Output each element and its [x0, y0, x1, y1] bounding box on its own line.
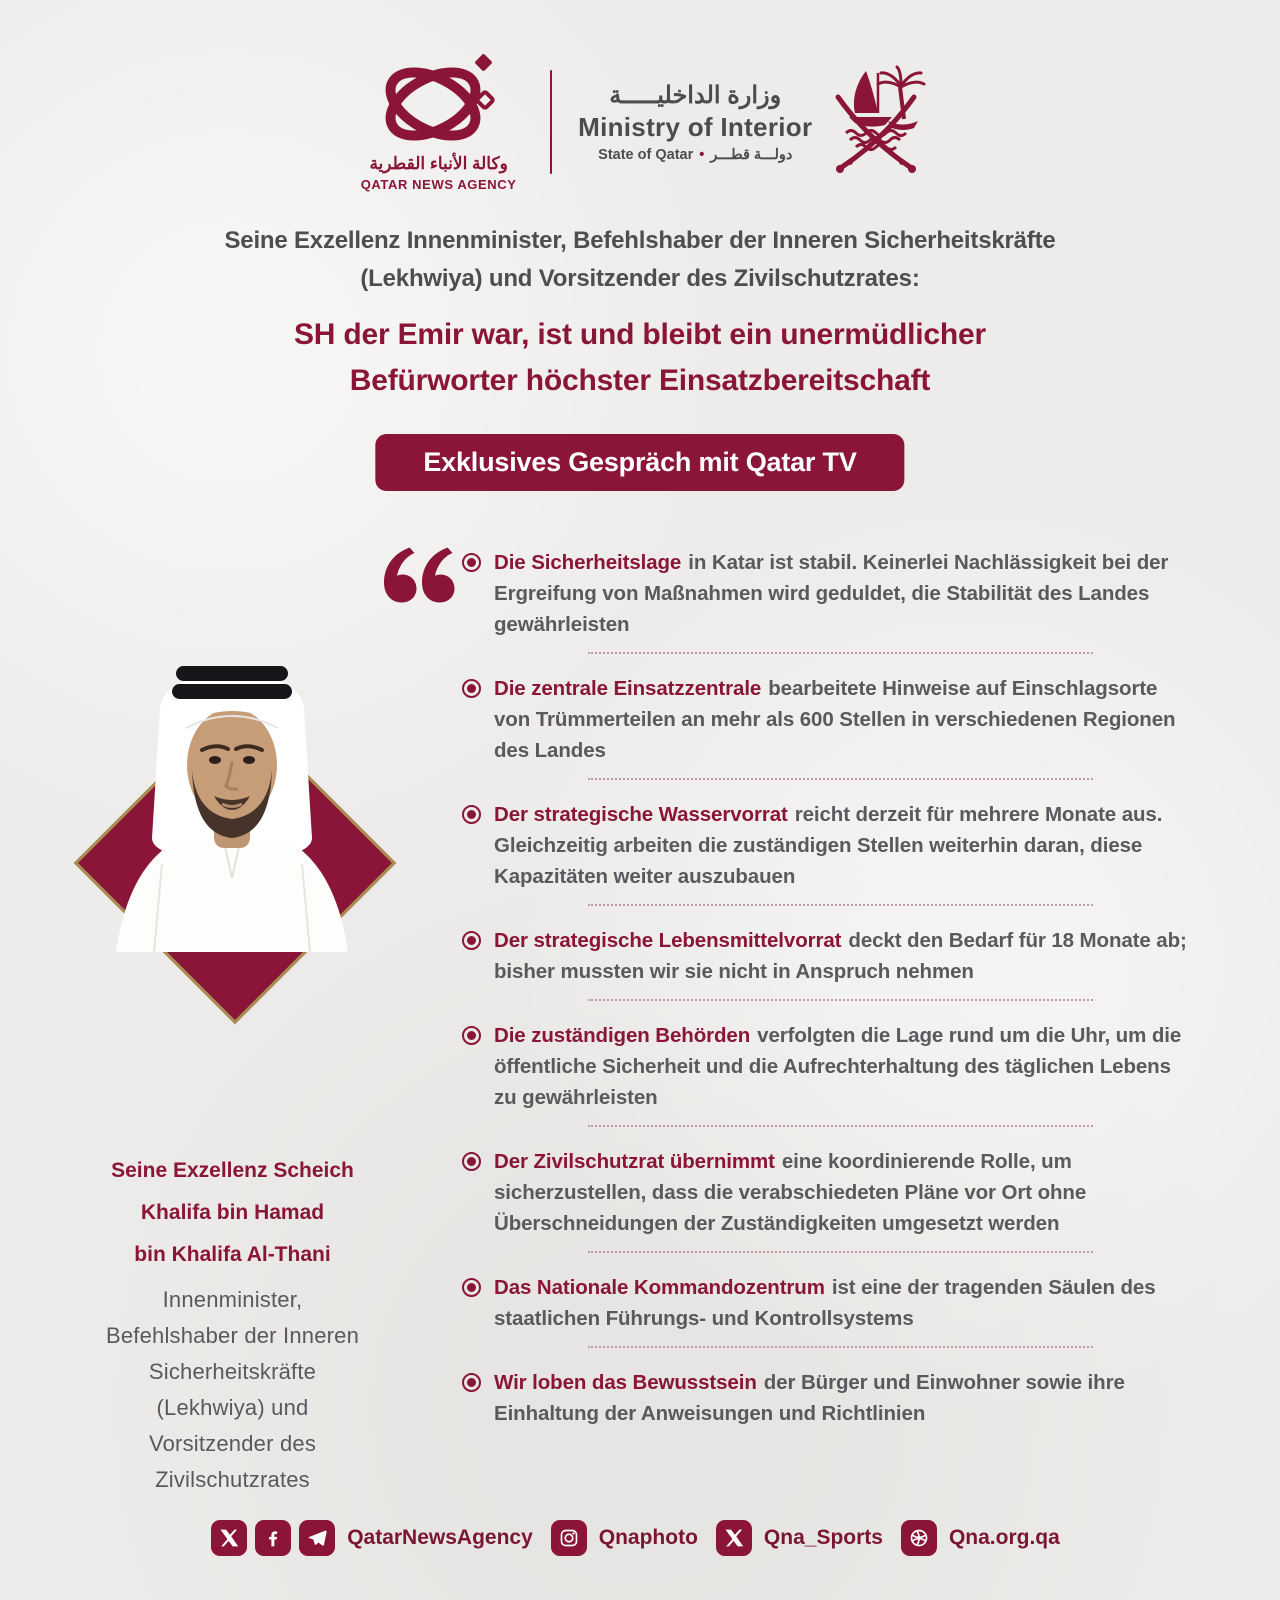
page-title: [0, 312, 1280, 404]
qna-logo: [354, 52, 524, 192]
quote-lead: Der strategische Lebensmittelvorrat: [494, 929, 842, 952]
person-title-line: Befehlshaber der Inneren: [105, 1323, 360, 1348]
person-name-line: Khalifa bin Hamad: [140, 1201, 325, 1224]
moi-state-line: [598, 147, 792, 163]
person-name: [55, 1150, 410, 1276]
handle-qnaphoto[interactable]: Qnaphoto: [598, 1526, 698, 1549]
moi-state-arabic: دولـــة قطـــر: [710, 147, 793, 163]
person-name-line: bin Khalifa Al-Thani: [134, 1243, 331, 1266]
dotted-separator: [588, 1125, 1093, 1127]
quote-text: deckt den Bedarf für 18 Monate ab; bisher mussten wir sie nicht in Anspruch nehmen: [494, 929, 1187, 983]
quote-item: [462, 1020, 1190, 1113]
person-title-line: Innenminister,: [162, 1287, 303, 1312]
facebook-icon[interactable]: [255, 1520, 291, 1556]
bullet-target-icon: [462, 1026, 481, 1045]
kicker-headline: [0, 222, 1280, 298]
person-title-line: Zivilschutzrates: [155, 1467, 310, 1492]
moi-name-arabic: وزارة الداخليـــــة: [609, 82, 782, 109]
handle-qna-org-qa[interactable]: Qna.org.qa: [948, 1526, 1060, 1549]
quote-item: [462, 925, 1190, 987]
kicker-line-2: (Lekhwiya) und Vorsitzender des Zivilschutzrates:: [360, 265, 920, 292]
quote-list: [462, 547, 1190, 1429]
bullet-target-icon: [462, 1152, 481, 1171]
quote-lead: Der Zivilschutzrat übernimmt: [494, 1150, 775, 1173]
quote-text: reicht derzeit für mehrere Monate aus. Gleichzeitig arbeiten die zuständigen Stellen weiterhin daran, diese Kapazitäten weiter auszubauen: [494, 803, 1163, 888]
quote-lead: Das Nationale Kommandozentrum: [494, 1276, 825, 1299]
quote-text: ist eine der tragenden Säulen des staatlichen Führungs- und Kontrollsystems: [494, 1276, 1156, 1330]
person-title: [55, 1282, 410, 1498]
qna-name-arabic: وكالة الأنباء القطرية: [369, 154, 508, 173]
moi-logo: [578, 63, 926, 181]
bullet-target-icon: [462, 805, 481, 824]
person-name-line: Seine Exzellenz Scheich: [111, 1159, 354, 1182]
x-icon[interactable]: [716, 1520, 752, 1556]
title-line-2: Befürworter höchster Einsatzbereitschaft: [349, 364, 931, 397]
exclusive-interview-banner: Exklusives Gespräch mit Qatar TV: [375, 434, 904, 491]
quote-text: der Bürger und Einwohner sowie ihre Einhaltung der Anweisungen und Richtlinien: [494, 1371, 1125, 1425]
handle-qatarnewsagency[interactable]: QatarNewsAgency: [347, 1526, 533, 1549]
x-icon[interactable]: [211, 1520, 247, 1556]
bullet-target-icon: [462, 931, 481, 950]
bullet-target-icon: [462, 553, 481, 572]
quote-lead: Die Sicherheitslage: [494, 551, 682, 574]
person-title-line: Sicherheitskräfte: [148, 1359, 317, 1384]
bullet-target-icon: [462, 1278, 481, 1297]
dotted-separator: [588, 652, 1093, 654]
logo-divider: [550, 70, 553, 174]
person-title-line: (Lekhwiya) und: [156, 1395, 309, 1420]
title-line-1: SH der Emir war, ist und bleibt ein unermüdlicher: [293, 318, 986, 351]
quote-lead: Die zentrale Einsatzzentrale: [494, 677, 762, 700]
quote-item: [462, 799, 1190, 892]
moi-name-english: Ministry of Interior: [578, 112, 813, 142]
dotted-separator: [588, 778, 1093, 780]
qna-name-english: QATAR NEWS AGENCY: [360, 177, 517, 192]
qatar-emblem-icon: [826, 63, 926, 181]
handle-qna-sports[interactable]: Qna_Sports: [763, 1526, 883, 1549]
qna-swirl-icon: [373, 52, 505, 152]
dotted-separator: [588, 904, 1093, 906]
minister-portrait: [102, 638, 362, 952]
moi-state-separator-dot: •: [699, 147, 705, 163]
quote-text: eine koordinierende Rolle, um sicherzustellen, dass die verabschiedeten Pläne vor Ort ohne Überschneidungen der Zuständigkeiten umgesetzt werden: [494, 1150, 1087, 1235]
quote-item: [462, 673, 1190, 766]
moi-state-english: State of Qatar: [598, 147, 694, 163]
quote-item: [462, 1146, 1190, 1239]
instagram-icon[interactable]: [551, 1520, 587, 1556]
dotted-separator: [588, 1251, 1093, 1253]
dotted-separator: [588, 1346, 1093, 1348]
bullet-target-icon: [462, 1373, 481, 1392]
header-logos: [0, 52, 1280, 192]
person-title-line: Vorsitzender des: [148, 1431, 317, 1456]
quote-item: [462, 547, 1190, 640]
quote-lead: Die zuständigen Behörden: [494, 1024, 751, 1047]
telegram-icon[interactable]: [299, 1520, 335, 1556]
quote-item: [462, 1272, 1190, 1334]
quote-lead: Der strategische Wasservorrat: [494, 803, 788, 826]
quote-text: bearbeitete Hinweise auf Einschlagsorte von Trümmerteilen an mehr als 600 Stellen in verschiedenen Regionen des Landes: [494, 677, 1176, 762]
quote-icon: [379, 545, 455, 605]
quote-item: [462, 1367, 1190, 1429]
kicker-line-1: Seine Exzellenz Innenminister, Befehlshaber der Inneren Sicherheitskräfte: [224, 227, 1056, 254]
dotted-separator: [588, 999, 1093, 1001]
globe-icon[interactable]: [901, 1520, 937, 1556]
quote-text: in Katar ist stabil. Keinerlei Nachlässigkeit bei der Ergreifung von Maßnahmen wird geduldet, die Stabilität des Landes gewährleisten: [494, 551, 1169, 636]
quote-text: verfolgten die Lage rund um die Uhr, um die öffentliche Sicherheit und die Aufrechterhaltung des täglichen Lebens zu gewährleisten: [494, 1024, 1182, 1109]
bullet-target-icon: [462, 679, 481, 698]
footer-social-bar: [0, 1520, 1280, 1556]
quote-lead: Wir loben das Bewusstsein: [494, 1371, 757, 1394]
